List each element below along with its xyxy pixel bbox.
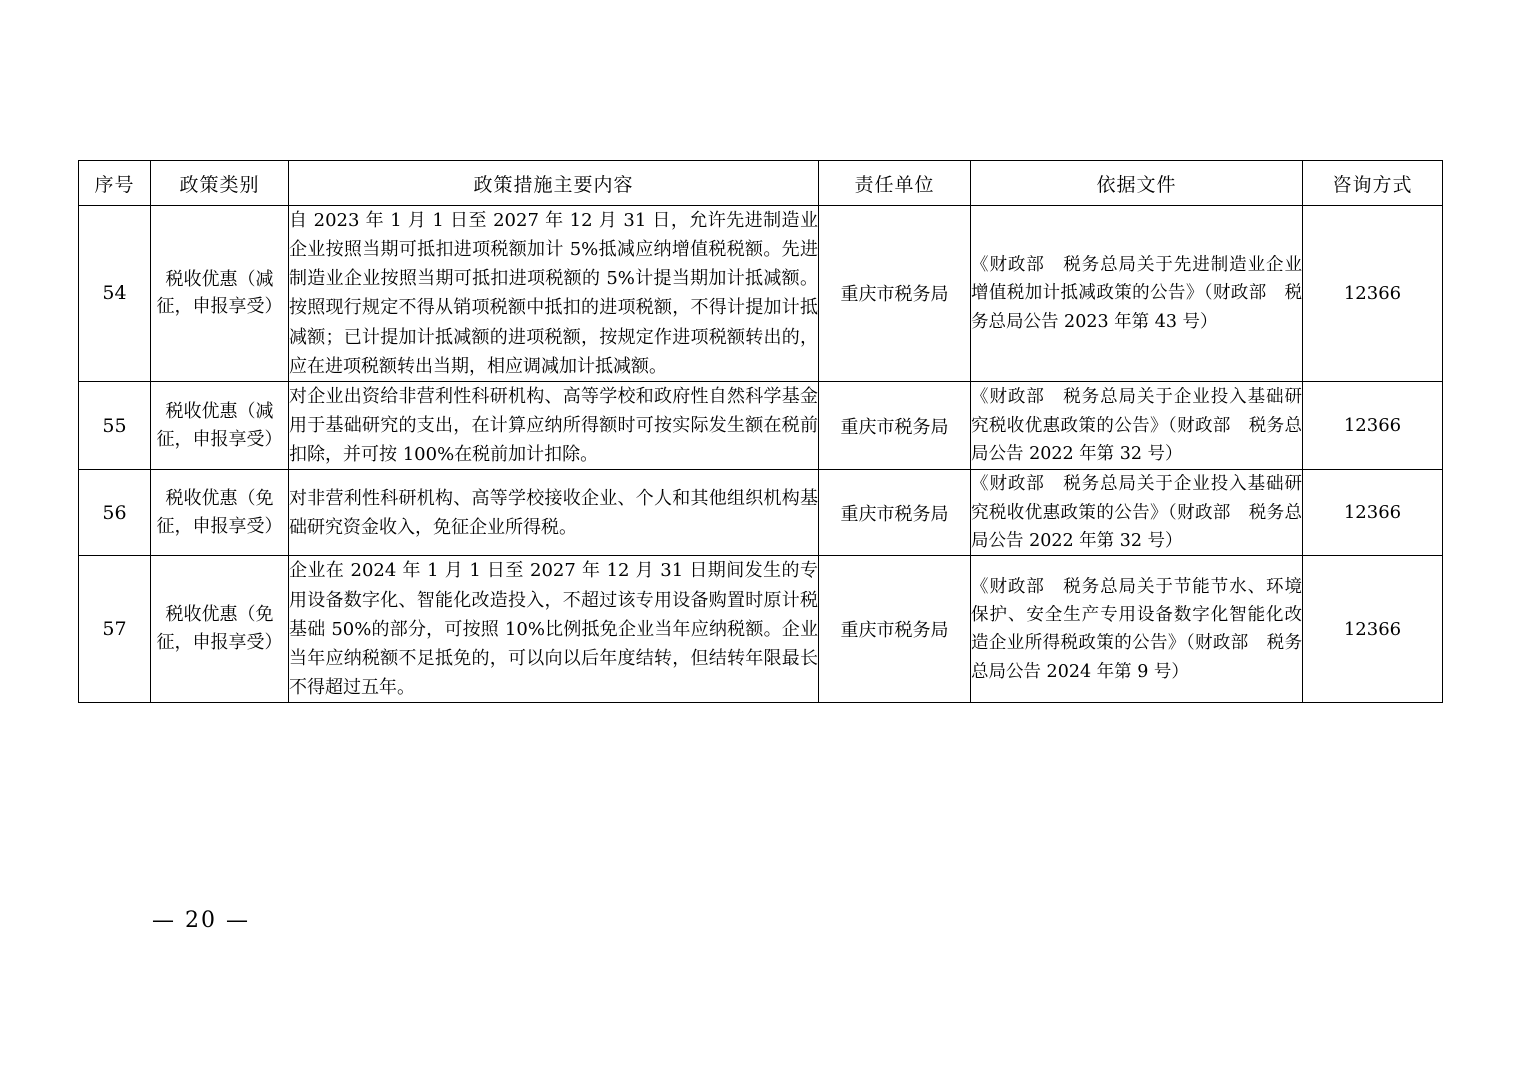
row-unit: 重庆市税务局 (819, 556, 971, 703)
table-row (79, 470, 1443, 556)
row-document: 《财政部 税务总局关于先进制造业企业增值税加计抵减政策的公告》（财政部 税务总局公告 2023 年第 43 号） (971, 206, 1303, 382)
table-row (79, 381, 1443, 469)
row-content: 企业在 2024 年 1 月 1 日至 2027 年 12 月 31 日期间发生的专用设备数字化、智能化改造投入，不超过该专用设备购置时原计税基础 50%的部分，可按照 10%比例抵免企业当年应纳税额。企业当年应纳税额不足抵免的，可以向以后年度结转，但结转年限最长不得超过五年。 (289, 556, 819, 703)
row-unit: 重庆市税务局 (819, 381, 971, 469)
table-header-row (79, 161, 1443, 206)
row-tel: 12366 (1303, 470, 1443, 556)
row-seq: 54 (79, 206, 151, 382)
row-category: 税收优惠（减征，申报享受） (151, 206, 289, 382)
row-seq: 56 (79, 470, 151, 556)
row-tel: 12366 (1303, 381, 1443, 469)
row-tel: 12366 (1303, 206, 1443, 382)
table-body (79, 206, 1443, 703)
row-seq: 57 (79, 556, 151, 703)
table-row (79, 556, 1443, 703)
row-unit: 重庆市税务局 (819, 470, 971, 556)
row-category: 税收优惠（免征，申报享受） (151, 556, 289, 703)
row-document: 《财政部 税务总局关于企业投入基础研究税收优惠政策的公告》（财政部 税务总局公告 2022 年第 32 号） (971, 470, 1303, 556)
page-number: — 20 — (152, 908, 250, 933)
row-content: 对企业出资给非营利性科研机构、高等学校和政府性自然科学基金用于基础研究的支出，在计算应纳所得额时可按实际发生额在税前扣除，并可按 100%在税前加计扣除。 (289, 381, 819, 469)
row-content: 自 2023 年 1 月 1 日至 2027 年 12 月 31 日，允许先进制造业企业按照当期可抵扣进项税额加计 5%抵减应纳增值税税额。先进制造业企业按照当期可抵扣进项税额的 5%计提当期加计抵减额。按照现行规定不得从销项税额中抵扣的进项税额，不得计提加计抵减额；已计提加计抵减额的进项税额，按规定作进项税额转出的，应在进项税额转出当期，相应调减加计抵减额。 (289, 206, 819, 382)
row-category: 税收优惠（减征，申报享受） (151, 381, 289, 469)
row-document: 《财政部 税务总局关于节能节水、环境保护、安全生产专用设备数字化智能化改造企业所得税政策的公告》（财政部 税务总局公告 2024 年第 9 号） (971, 556, 1303, 703)
column-header-seq: 序号 (79, 161, 151, 206)
row-tel: 12366 (1303, 556, 1443, 703)
row-unit: 重庆市税务局 (819, 206, 971, 382)
row-seq: 55 (79, 381, 151, 469)
column-header-category: 政策类别 (151, 161, 289, 206)
column-header-tel: 咨询方式 (1303, 161, 1443, 206)
row-category: 税收优惠（免征，申报享受） (151, 470, 289, 556)
row-content: 对非营利性科研机构、高等学校接收企业、个人和其他组织机构基础研究资金收入，免征企业所得税。 (289, 470, 819, 556)
row-document: 《财政部 税务总局关于企业投入基础研究税收优惠政策的公告》（财政部 税务总局公告 2022 年第 32 号） (971, 381, 1303, 469)
policy-table (78, 160, 1443, 703)
table-header (79, 161, 1443, 206)
table-row (79, 206, 1443, 382)
column-header-document: 依据文件 (971, 161, 1303, 206)
column-header-content: 政策措施主要内容 (289, 161, 819, 206)
column-header-unit: 责任单位 (819, 161, 971, 206)
